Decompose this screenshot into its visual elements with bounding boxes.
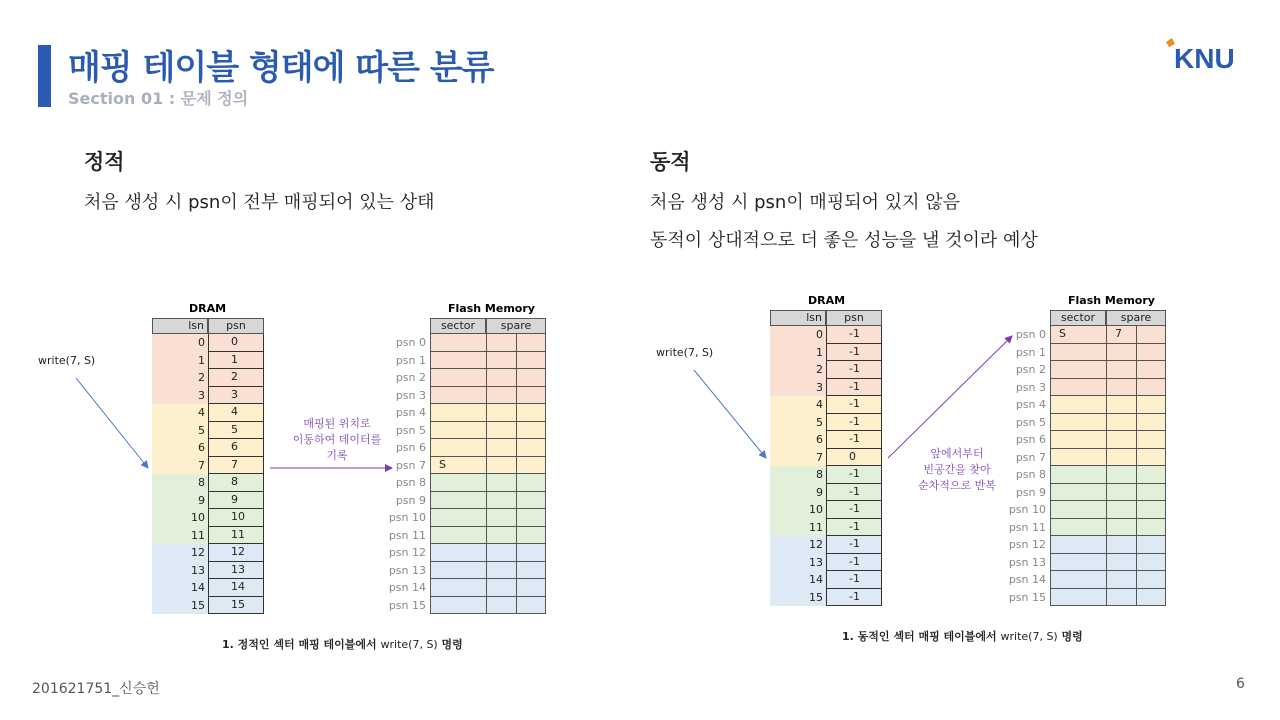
flash-psn-label: psn 3 xyxy=(395,388,426,402)
flash-spare-cell xyxy=(1107,536,1137,553)
flash-spare-cell xyxy=(487,334,517,351)
flash-row xyxy=(1050,379,1166,397)
psn-cell: -1 xyxy=(826,431,882,449)
psn-cell: -1 xyxy=(826,571,882,589)
flash-spare-cell xyxy=(487,527,517,544)
flash-spare-cell: 7 xyxy=(1107,326,1137,343)
flash-row xyxy=(1050,536,1166,554)
flash-psn-label: psn 9 xyxy=(1015,485,1046,499)
flash-sector-cell xyxy=(431,562,487,579)
psn-cell: -1 xyxy=(826,519,882,537)
lsn-cell: 7 xyxy=(770,449,826,467)
dram-title: DRAM xyxy=(808,294,846,307)
flash-sector-cell xyxy=(431,474,487,491)
flash-sector-cell xyxy=(1051,589,1107,606)
psn-cell: 0 xyxy=(826,449,882,467)
flash-spare-cell xyxy=(1107,414,1137,431)
flash-psn-label: psn 1 xyxy=(395,353,426,367)
lsn-cell: 9 xyxy=(770,484,826,502)
psn-cell: 13 xyxy=(208,562,264,580)
psn-cell: -1 xyxy=(826,361,882,379)
flash-spare-cell xyxy=(487,422,517,439)
psn-cell: -1 xyxy=(826,589,882,607)
flash-spare-cell xyxy=(487,439,517,456)
flash-spare-cell xyxy=(1107,466,1137,483)
sector-header: sector xyxy=(430,318,486,334)
flash-spare-cell xyxy=(487,387,517,404)
lsn-cell: 6 xyxy=(152,439,208,457)
flash-sector-cell xyxy=(431,334,487,351)
lsn-cell: 12 xyxy=(152,544,208,562)
search-arrow xyxy=(888,336,1012,458)
flash-psn-label: psn 4 xyxy=(395,406,426,419)
flash-psn-label: psn 6 xyxy=(1015,433,1046,446)
dynamic-heading: 동적 xyxy=(650,150,691,174)
psn-cell: 3 xyxy=(208,387,264,405)
flash-row xyxy=(1050,326,1166,344)
flash-spare-cell xyxy=(1107,501,1137,518)
caption-part: 1. 정적인 섹터 매핑 테이블에서 xyxy=(222,638,381,651)
lsn-cell: 14 xyxy=(770,571,826,589)
psn-cell: 8 xyxy=(208,474,264,492)
lsn-cell: 4 xyxy=(770,396,826,414)
arrow-text-line: 앞에서부터 xyxy=(930,447,984,460)
flash-spare-cell xyxy=(487,457,517,474)
flash-spare-cell xyxy=(1107,449,1137,466)
psn-cell: -1 xyxy=(826,484,882,502)
flash-psn-label: psn 13 xyxy=(1008,555,1046,569)
flash-psn-label: psn 8 xyxy=(395,476,426,489)
flash-row xyxy=(1050,501,1166,519)
static-description: 처음 생성 시 psn이 전부 매핑되어 있는 상태 xyxy=(84,192,435,213)
flash-row xyxy=(1050,466,1166,484)
lsn-cell: 1 xyxy=(152,352,208,370)
flash-sector-cell xyxy=(1051,414,1107,431)
flash-psn-label: psn 2 xyxy=(395,371,426,384)
caption-part: 명령 xyxy=(1057,630,1083,643)
flash-row xyxy=(1050,554,1166,572)
lsn-cell: 11 xyxy=(152,527,208,545)
psn-cell: -1 xyxy=(826,344,882,362)
lsn-cell: 3 xyxy=(770,379,826,397)
flash-sector-cell xyxy=(431,509,487,526)
psn-cell: 5 xyxy=(208,422,264,440)
flash-sector-cell: S xyxy=(1051,326,1107,343)
lsn-cell: 2 xyxy=(152,369,208,387)
flash-spare-cell xyxy=(1107,379,1137,396)
write-arrow xyxy=(76,378,148,468)
lsn-cell: 9 xyxy=(152,492,208,510)
flash-row xyxy=(1050,431,1166,449)
psn-cell: -1 xyxy=(826,501,882,519)
flash-row xyxy=(430,422,546,440)
flash-spare-cell xyxy=(487,597,517,614)
flash-spare-cell xyxy=(1107,396,1137,413)
flash-row xyxy=(1050,344,1166,362)
psn-cell: 4 xyxy=(208,404,264,422)
flash-spare-cell xyxy=(1107,484,1137,501)
flash-psn-label: psn 0 xyxy=(395,336,426,349)
psn-cell: 15 xyxy=(208,597,264,615)
flash-spare-cell xyxy=(487,579,517,596)
flash-row xyxy=(1050,361,1166,379)
lsn-cell: 2 xyxy=(770,361,826,379)
flash-psn-label: psn 13 xyxy=(388,563,426,577)
write-command-label: write(7, S) xyxy=(656,346,714,359)
flash-spare-cell xyxy=(1107,571,1137,588)
arrow-text-line: 기록 xyxy=(326,449,348,462)
flash-row xyxy=(1050,396,1166,414)
lsn-header: lsn xyxy=(152,318,208,334)
flash-sector-cell: S xyxy=(431,457,487,474)
flash-spare-cell xyxy=(487,352,517,369)
spare-header: spare xyxy=(486,318,546,334)
dram-title: DRAM xyxy=(189,302,227,315)
flash-row xyxy=(430,597,546,615)
flash-sector-cell xyxy=(1051,501,1107,518)
arrow-text-line: 순차적으로 반복 xyxy=(918,479,996,492)
flash-sector-cell xyxy=(431,544,487,561)
flash-psn-label: psn 12 xyxy=(388,546,426,559)
flash-row xyxy=(430,352,546,370)
flash-spare-cell xyxy=(487,369,517,386)
lsn-cell: 10 xyxy=(770,501,826,519)
title-accent-bar xyxy=(38,45,51,107)
flash-sector-cell xyxy=(431,439,487,456)
flash-psn-label: psn 10 xyxy=(388,511,426,524)
flash-sector-cell xyxy=(1051,449,1107,466)
sector-header: sector xyxy=(1050,310,1106,326)
flash-sector-cell xyxy=(431,352,487,369)
flash-psn-label: psn 0 xyxy=(1015,328,1046,341)
flash-psn-label: psn 2 xyxy=(1015,363,1046,376)
lsn-cell: 6 xyxy=(770,431,826,449)
page-number: 6 xyxy=(1236,676,1245,692)
flash-sector-cell xyxy=(1051,571,1107,588)
psn-cell: -1 xyxy=(826,466,882,484)
figure-caption xyxy=(842,628,1083,644)
flash-sector-cell xyxy=(1051,396,1107,413)
lsn-cell: 12 xyxy=(770,536,826,554)
flash-psn-label: psn 9 xyxy=(395,493,426,507)
flash-psn-label: psn 14 xyxy=(388,581,426,594)
psn-cell: 7 xyxy=(208,457,264,475)
caption-command: write(7, S) xyxy=(1000,630,1058,643)
flash-sector-cell xyxy=(1051,379,1107,396)
flash-sector-cell xyxy=(1051,536,1107,553)
psn-cell: 1 xyxy=(208,352,264,370)
flash-psn-label: psn 11 xyxy=(1008,520,1046,534)
lsn-cell: 15 xyxy=(152,597,208,615)
psn-cell: -1 xyxy=(826,326,882,344)
arrow-text-line: 매핑된 위치로 xyxy=(303,417,371,430)
flash-spare-cell xyxy=(487,544,517,561)
lsn-cell: 3 xyxy=(152,387,208,405)
flash-psn-label: psn 15 xyxy=(388,598,426,612)
write-arrow xyxy=(694,370,766,458)
psn-header: psn xyxy=(826,310,882,326)
flash-row xyxy=(430,457,546,475)
flash-memory-title: Flash Memory xyxy=(448,302,535,315)
flash-psn-label: psn 14 xyxy=(1008,573,1046,586)
lsn-cell: 5 xyxy=(770,414,826,432)
flash-sector-cell xyxy=(431,492,487,509)
flash-sector-cell xyxy=(1051,361,1107,378)
psn-cell: 10 xyxy=(208,509,264,527)
flash-sector-cell xyxy=(431,404,487,421)
flash-psn-label: psn 11 xyxy=(388,528,426,542)
lsn-cell: 8 xyxy=(770,466,826,484)
flash-row xyxy=(430,544,546,562)
flash-psn-label: psn 12 xyxy=(1008,538,1046,551)
flash-spare-cell xyxy=(1107,589,1137,606)
arrow-text-line: 빈공간을 찾아 xyxy=(923,463,991,476)
lsn-cell: 13 xyxy=(152,562,208,580)
psn-cell: 0 xyxy=(208,334,264,352)
flash-psn-label: psn 7 xyxy=(1015,450,1046,464)
psn-cell: 12 xyxy=(208,544,264,562)
lsn-cell: 14 xyxy=(152,579,208,597)
psn-cell: -1 xyxy=(826,536,882,554)
lsn-cell: 0 xyxy=(152,334,208,352)
flash-memory-title: Flash Memory xyxy=(1068,294,1155,307)
flash-sector-cell xyxy=(431,387,487,404)
flash-row xyxy=(1050,589,1166,607)
flash-sector-cell xyxy=(1051,484,1107,501)
flash-row xyxy=(430,404,546,422)
psn-header: psn xyxy=(208,318,264,334)
psn-cell: 11 xyxy=(208,527,264,545)
flash-row xyxy=(430,579,546,597)
lsn-header: lsn xyxy=(770,310,826,326)
flash-sector-cell xyxy=(1051,554,1107,571)
psn-cell: -1 xyxy=(826,414,882,432)
flash-row xyxy=(1050,414,1166,432)
psn-cell: -1 xyxy=(826,554,882,572)
flash-spare-cell xyxy=(487,492,517,509)
flash-psn-label: psn 5 xyxy=(1015,415,1046,429)
lsn-cell: 10 xyxy=(152,509,208,527)
lsn-cell: 11 xyxy=(770,519,826,537)
flash-sector-cell xyxy=(431,579,487,596)
caption-part: 명령 xyxy=(437,638,463,651)
flash-row xyxy=(1050,571,1166,589)
flash-row xyxy=(1050,519,1166,537)
flash-row xyxy=(1050,449,1166,467)
flash-psn-label: psn 3 xyxy=(1015,380,1046,394)
flash-sector-cell xyxy=(431,597,487,614)
flash-sector-cell xyxy=(431,527,487,544)
arrow-text-line: 이동하여 데이터를 xyxy=(292,433,382,446)
flash-row xyxy=(1050,484,1166,502)
flash-row xyxy=(430,474,546,492)
flash-psn-label: psn 6 xyxy=(395,441,426,454)
psn-cell: -1 xyxy=(826,396,882,414)
flash-psn-label: psn 5 xyxy=(395,423,426,437)
flash-spare-cell xyxy=(1107,554,1137,571)
psn-cell: 14 xyxy=(208,579,264,597)
lsn-cell: 0 xyxy=(770,326,826,344)
flash-row xyxy=(430,387,546,405)
flash-sector-cell xyxy=(431,422,487,439)
flash-sector-cell xyxy=(1051,344,1107,361)
flash-psn-label: psn 1 xyxy=(1015,345,1046,359)
lsn-cell: 1 xyxy=(770,344,826,362)
psn-cell: 2 xyxy=(208,369,264,387)
flash-row xyxy=(430,334,546,352)
lsn-cell: 15 xyxy=(770,589,826,607)
caption-command: write(7, S) xyxy=(380,638,438,651)
flash-psn-label: psn 8 xyxy=(1015,468,1046,481)
flash-sector-cell xyxy=(1051,431,1107,448)
svg-text:KNU: KNU xyxy=(1174,43,1235,74)
dynamic-description-1: 처음 생성 시 psn이 매핑되어 있지 않음 xyxy=(650,192,960,213)
flash-sector-cell xyxy=(1051,466,1107,483)
figure-caption xyxy=(222,636,463,652)
flash-row xyxy=(430,369,546,387)
flash-row xyxy=(430,562,546,580)
dynamic-description-2: 동적이 상대적으로 더 좋은 성능을 낼 것이라 예상 xyxy=(650,230,1038,251)
flash-psn-label: psn 15 xyxy=(1008,590,1046,604)
flash-spare-cell xyxy=(487,474,517,491)
psn-cell: -1 xyxy=(826,379,882,397)
dynamic-mapping-diagram xyxy=(652,290,1192,660)
flash-row xyxy=(430,527,546,545)
lsn-cell: 5 xyxy=(152,422,208,440)
flash-spare-cell xyxy=(1107,431,1137,448)
static-mapping-diagram xyxy=(34,290,574,660)
flash-row xyxy=(430,492,546,510)
flash-spare-cell xyxy=(487,562,517,579)
flash-spare-cell xyxy=(1107,519,1137,536)
static-heading: 정적 xyxy=(84,150,125,174)
flash-spare-cell xyxy=(1107,344,1137,361)
psn-cell: 9 xyxy=(208,492,264,510)
flash-sector-cell xyxy=(1051,519,1107,536)
flash-psn-label: psn 10 xyxy=(1008,503,1046,516)
flash-sector-cell xyxy=(431,369,487,386)
lsn-cell: 8 xyxy=(152,474,208,492)
flash-spare-cell xyxy=(1107,361,1137,378)
lsn-cell: 4 xyxy=(152,404,208,422)
lsn-cell: 13 xyxy=(770,554,826,572)
flash-row xyxy=(430,509,546,527)
flash-psn-label: psn 4 xyxy=(1015,398,1046,411)
psn-cell: 6 xyxy=(208,439,264,457)
caption-part: 1. 동적인 섹터 매핑 테이블에서 xyxy=(842,630,1001,643)
section-subtitle: Section 01 : 문제 정의 xyxy=(68,89,249,108)
footer-author: 201621751_신승헌 xyxy=(32,681,160,697)
page-title: 매핑 테이블 형태에 따른 분류 xyxy=(68,48,494,88)
flash-psn-label: psn 7 xyxy=(395,458,426,472)
flash-spare-cell xyxy=(487,509,517,526)
spare-header: spare xyxy=(1106,310,1166,326)
flash-spare-cell xyxy=(487,404,517,421)
flash-row xyxy=(430,439,546,457)
lsn-cell: 7 xyxy=(152,457,208,475)
knu-logo xyxy=(1164,38,1248,74)
write-command-label: write(7, S) xyxy=(38,354,96,367)
